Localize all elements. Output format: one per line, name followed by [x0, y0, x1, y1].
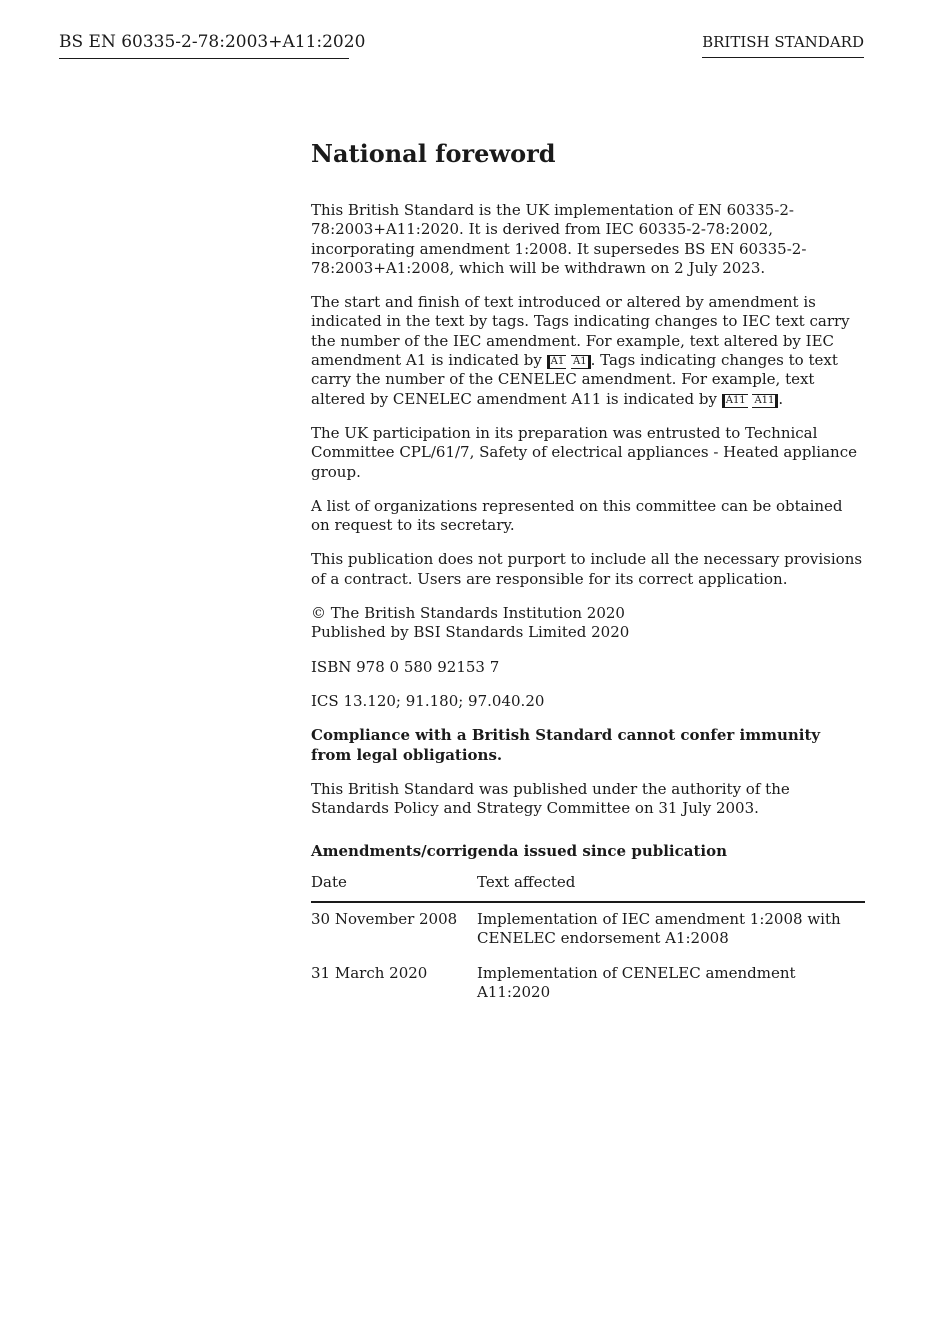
- table-header-row: [311, 867, 865, 902]
- amendment-date: 30 November 2008: [311, 910, 458, 929]
- committee-paragraph: The UK participation in its preparation was entrusted to Technical Committee CPL/61/7, Safety of electrical appliances - Heated appliance group.: [311, 423, 857, 481]
- amendment-date: 31 March 2020: [311, 963, 428, 982]
- isbn: ISBN 978 0 580 92153 7: [311, 657, 500, 676]
- amendment-text: Implementation of IEC amendment 1:2008 with CENELEC endorsement A1:2008: [477, 910, 841, 948]
- table-row: [311, 957, 865, 1011]
- column-header-date: Date: [311, 867, 477, 902]
- document-number: BS EN 60335-2-78:2003+A11:2020: [59, 30, 349, 59]
- column-header-text-affected: Text affected: [477, 867, 865, 902]
- compliance-notice: Compliance with a British Standard cannot confer immunity from legal obligations.: [311, 726, 821, 764]
- amendment-tags-paragraph: [311, 293, 865, 409]
- tags-text-part3: .: [778, 389, 784, 408]
- tags-text-part1: The start and finish of text introduced or altered by amendment is indicated in the text by tags. Tags indicating changes to IEC text carry the number of the IEC amendment. For example, text altered by IEC amendment A1 is indicated by: [311, 293, 850, 370]
- implementation-paragraph: This British Standard is the UK implementation of EN 60335-2-78:2003+A11:2020. It is derived from IEC 60335-2-78:2002, incorporating amendment 1:2008. It supersedes BS EN 60335-2-78:2003+A1:2008, which will be withdrawn on 2 July 2023.: [311, 201, 807, 277]
- a11-close-tag-icon: A11: [752, 394, 778, 408]
- amendment-text: Implementation of CENELEC amendment A11:2020: [477, 963, 796, 1001]
- organizations-paragraph: A list of organizations represented on this committee can be obtained on request to its secretary.: [311, 496, 843, 535]
- a1-open-tag-icon: A1: [547, 355, 567, 369]
- a11-open-tag-icon: A11: [722, 394, 748, 408]
- document-series: BRITISH STANDARD: [702, 31, 864, 58]
- table-row: [311, 902, 865, 957]
- authority-paragraph: This British Standard was published under the authority of the Standards Policy and Strategy Committee on 31 July 2003.: [311, 779, 790, 818]
- published-line: Published by BSI Standards Limited 2020: [311, 623, 630, 642]
- copyright-block: [311, 604, 865, 643]
- page-title: National foreword: [311, 139, 556, 168]
- copyright-line: © The British Standards Institution 2020: [311, 604, 625, 623]
- tags-text-part2: . Tags indicating changes to text carry the number of the CENELEC amendment. For example, text altered by CENELEC amendment A11 is indicated by: [311, 351, 838, 408]
- ics: ICS 13.120; 91.180; 97.040.20: [311, 691, 545, 710]
- foreword-content: [311, 138, 865, 1010]
- a1-close-tag-icon: A1: [571, 355, 591, 369]
- amendments-heading: Amendments/corrigenda issued since publication: [311, 842, 727, 861]
- amendments-table: [311, 867, 865, 1010]
- contract-paragraph: This publication does not purport to include all the necessary provisions of a contract. Users are responsible for its correct application.: [311, 550, 863, 588]
